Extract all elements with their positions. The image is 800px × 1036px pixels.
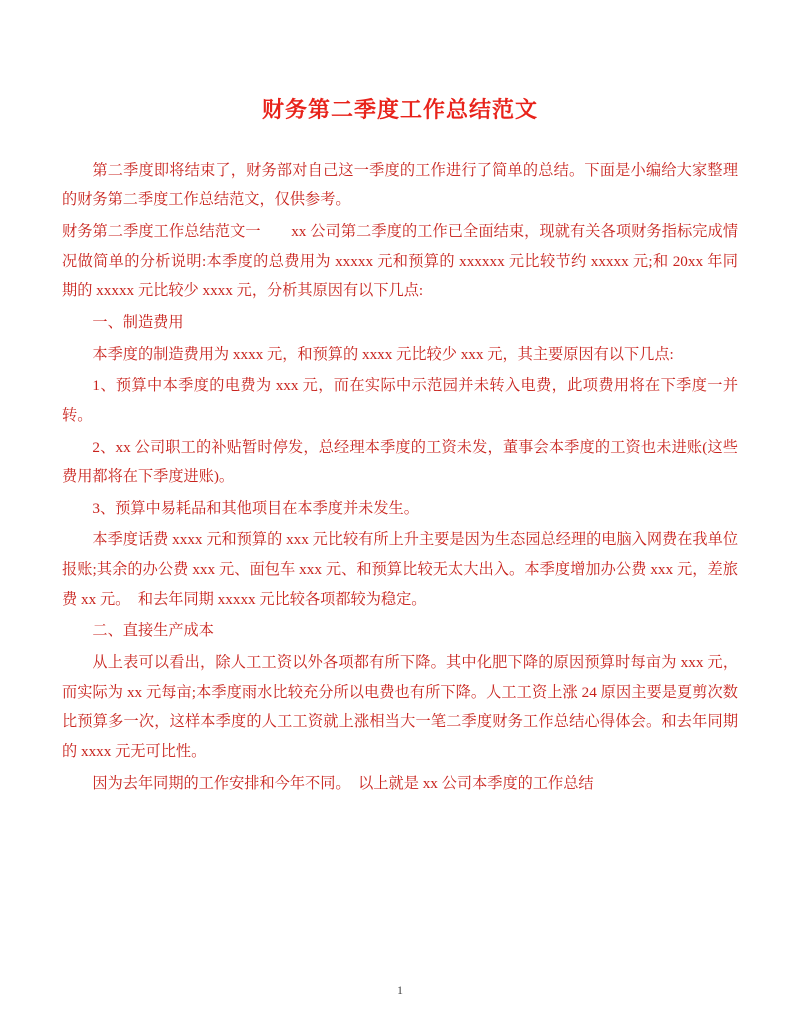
paragraph-item-3: 3、预算中易耗品和其他项目在本季度并未发生。 — [92, 499, 419, 517]
paragraph-item-1: 1、预算中本季度的电费为 xxx 元，而在实际中示范园并未转入电费，此项费用将在下季度一并转。 — [62, 377, 738, 424]
paragraph-production: 从上表可以看出，除人工工资以外各项都有所下降。其中化肥下降的原因预算时每亩为 xxx 元，而实际为 xx 元每亩;本季度雨水比较充分所以电费也有所下降。人工工资上涨 24 原因主要是夏剪次数比预算多一次，这样本季度的人工工资就上涨相当大一笔二季度财务工作总结心得体会。和去年同期的 xxxx 元无可比性。 — [62, 654, 738, 760]
paragraph-last: 因为去年同期的工作安排和今年不同。 以上就是 xx 公司本季度的工作总结 — [92, 774, 594, 792]
page-number: 1 — [397, 983, 403, 997]
paragraph-manufacturing: 本季度的制造费用为 xxxx 元，和预算的 xxxx 元比较少 xxx 元，其主要原因有以下几点: — [92, 345, 674, 363]
paragraph-heading-2: 二、直接生产成本 — [92, 622, 214, 640]
page-title: 财务第二季度工作总结范文 — [261, 97, 538, 122]
paragraph-intro: 第二季度即将结束了，财务部对自己这一季度的工作进行了简单的总结。下面是小编给大家整理的财务第二季度工作总结范文，仅供参考。 — [62, 161, 738, 209]
paragraph-item-2: 2、xx 公司职工的补贴暂时停发，总经理本季度的工资未发，董事会本季度的工资也未进账(这些费用都将在下季度进账)。 — [62, 438, 738, 486]
paragraph-phone-fee: 本季度话费 xxxx 元和预算的 xxx 元比较有所上升主要是因为生态园总经理的电脑入网费在我单位报账;其余的办公费 xxx 元、面包车 xxx 元、和预算比较无太大出入。本季度增加办公费 xxx 元，差旅费 xx 元。 和去年同期 xxxxx 元比较各项都较为稳定。 — [62, 531, 738, 608]
paragraph-section-one-intro: 财务第二季度工作总结范文一 xx 公司第二季度的工作已全面结束，现就有关各项财务指标完成情况做简单的分析说明:本季度的总费用为 xxxxx 元和预算的 xxxxxx 元比较节约 xxxxx 元;和 20xx 年同期的 xxxxx 元比较少 xxxx 元，分析其原因有以下几点: — [62, 223, 738, 300]
paragraph-heading-1: 一、制造费用 — [92, 314, 184, 331]
